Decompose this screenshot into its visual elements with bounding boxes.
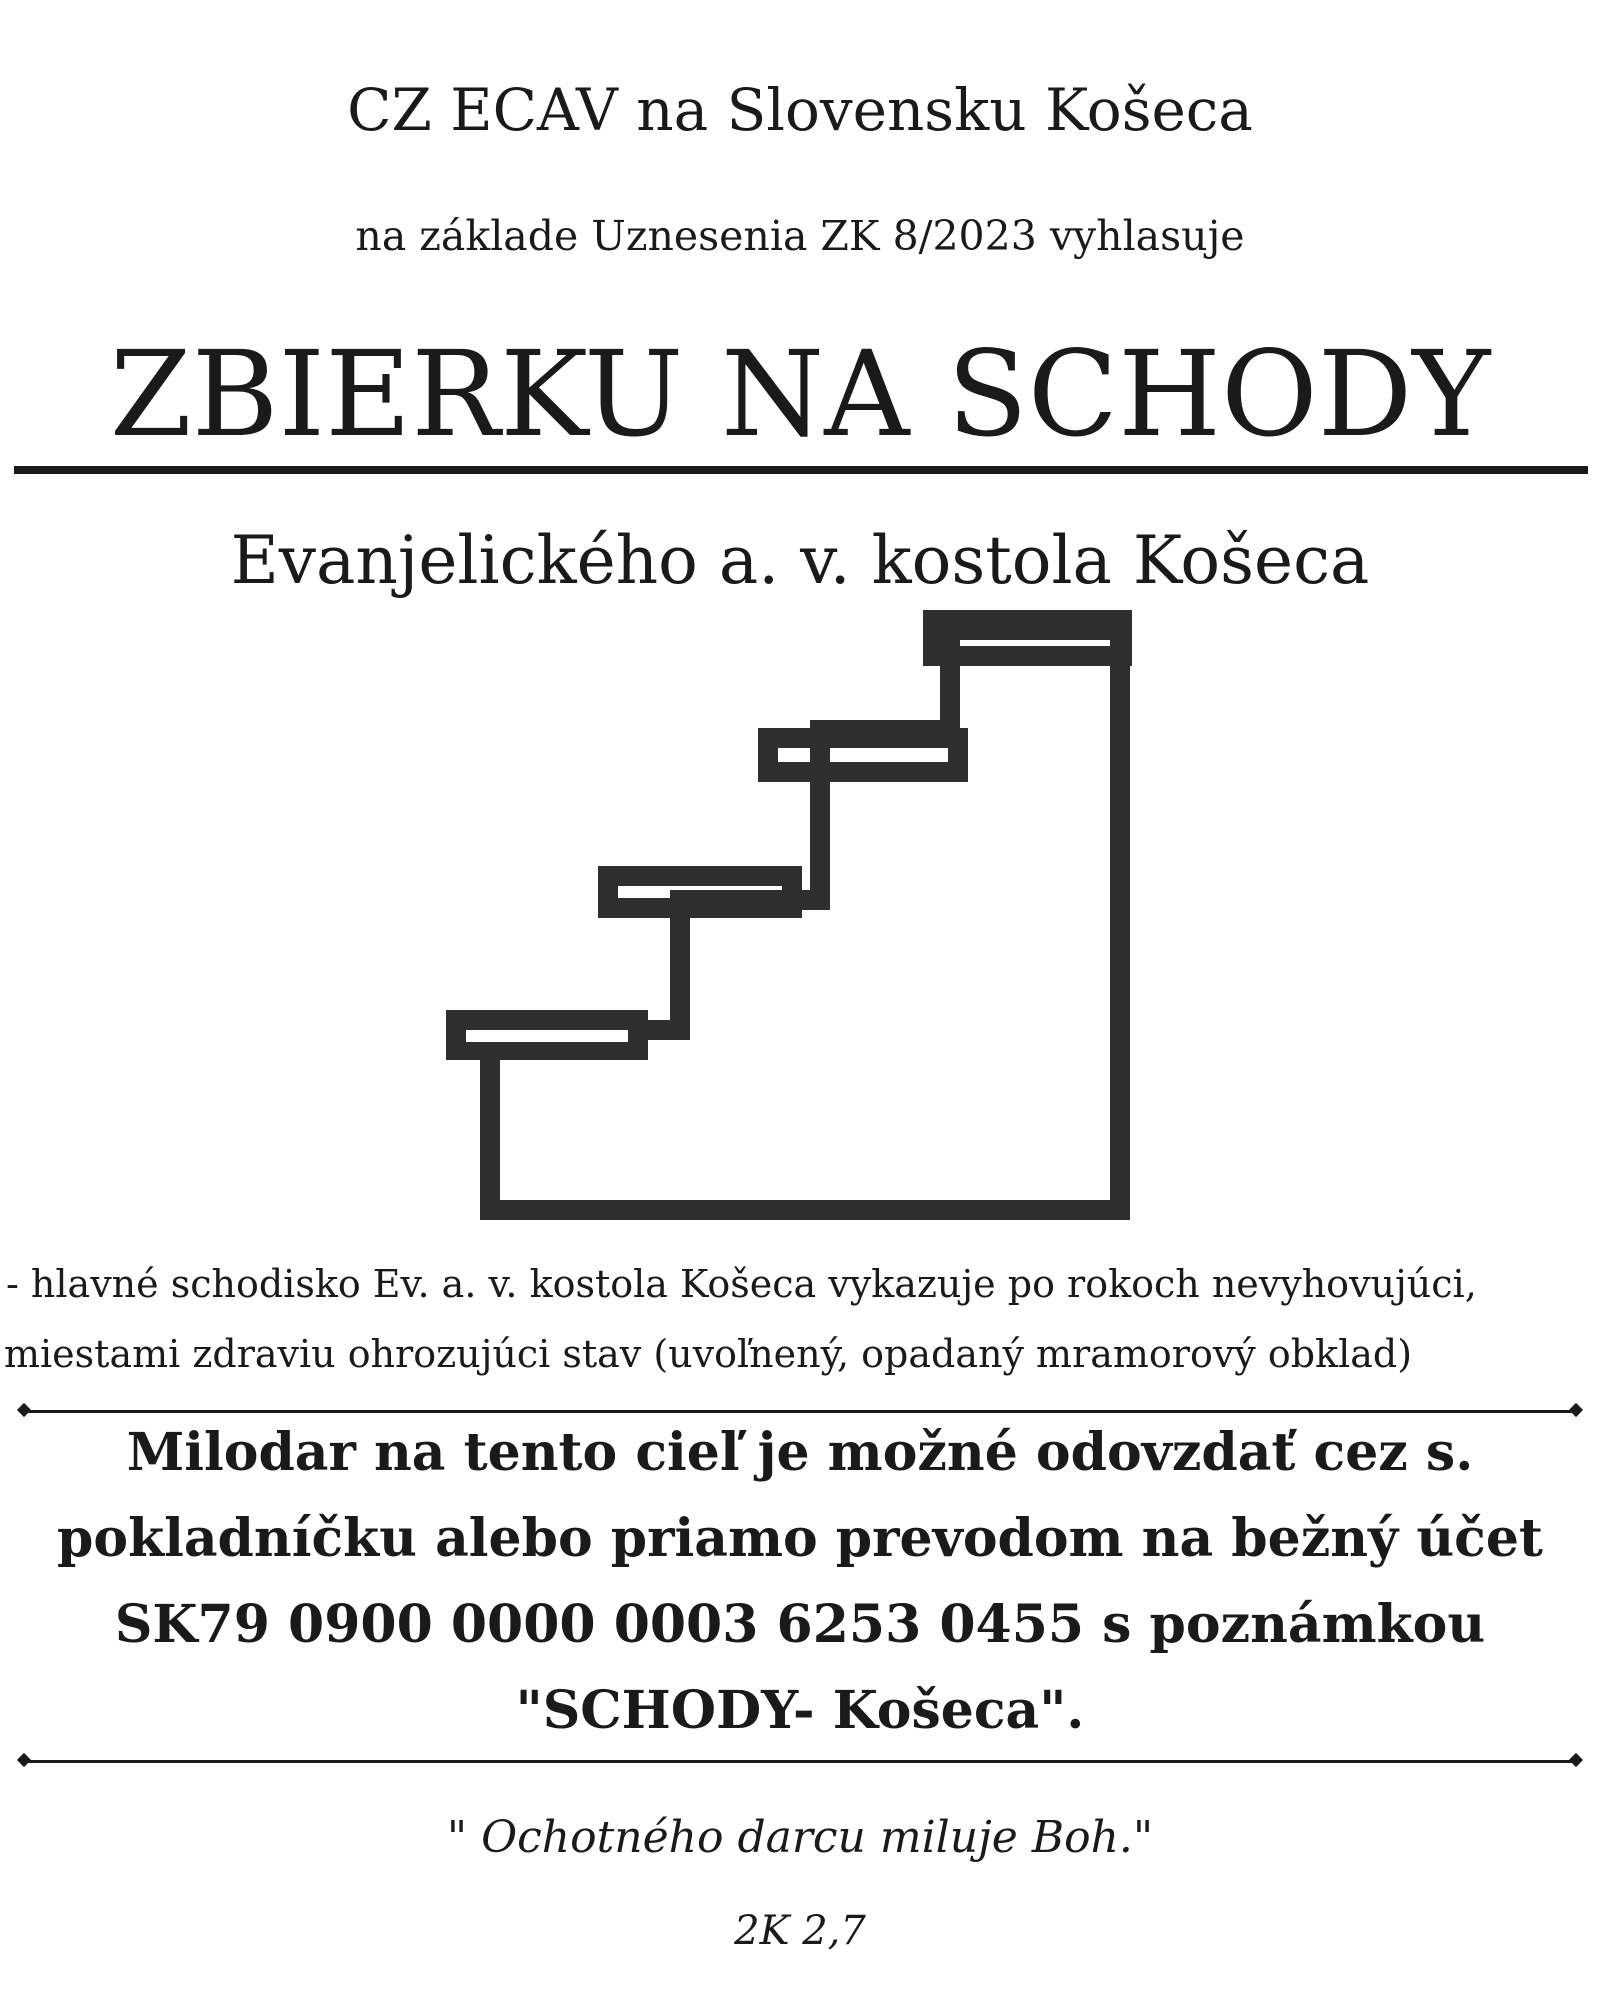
bible-reference: 2K 2,7 — [734, 1908, 866, 1954]
description-line-2: miestami zdraviu ohrozujúci stav (uvoľnený, opadaný mramorový obklad) — [4, 1332, 1413, 1376]
headline: ZBIERKU NA SCHODY — [109, 325, 1491, 463]
divider-top — [24, 1410, 1576, 1413]
divider-bottom — [24, 1760, 1576, 1763]
donation-line-4: "SCHODY- Košeca". — [515, 1680, 1085, 1741]
organization-name: CZ ECAV na Slovensku Košeca — [347, 76, 1253, 144]
church-name: Evanjelického a. v. kostola Košeca — [230, 522, 1370, 599]
description-line-1: - hlavné schodisko Ev. a. v. kostola Košeca vykazuje po rokoch nevyhovujúci, — [6, 1262, 1477, 1306]
resolution-line: na základe Uznesenia ZK 8/2023 vyhlasuje — [355, 212, 1245, 260]
bible-quote: " Ochotného darcu miluje Boh." — [446, 1812, 1154, 1863]
donation-line-3: SK79 0900 0000 0003 6253 0455 s poznámkou — [114, 1594, 1486, 1655]
stairs-icon — [440, 600, 1160, 1240]
donation-line-2: pokladníčku alebo priamo prevodom na bežný účet — [57, 1508, 1543, 1569]
headline-underline — [14, 466, 1588, 474]
donation-line-1: Milodar na tento cieľ je možné odovzdať cez s. — [126, 1422, 1474, 1483]
